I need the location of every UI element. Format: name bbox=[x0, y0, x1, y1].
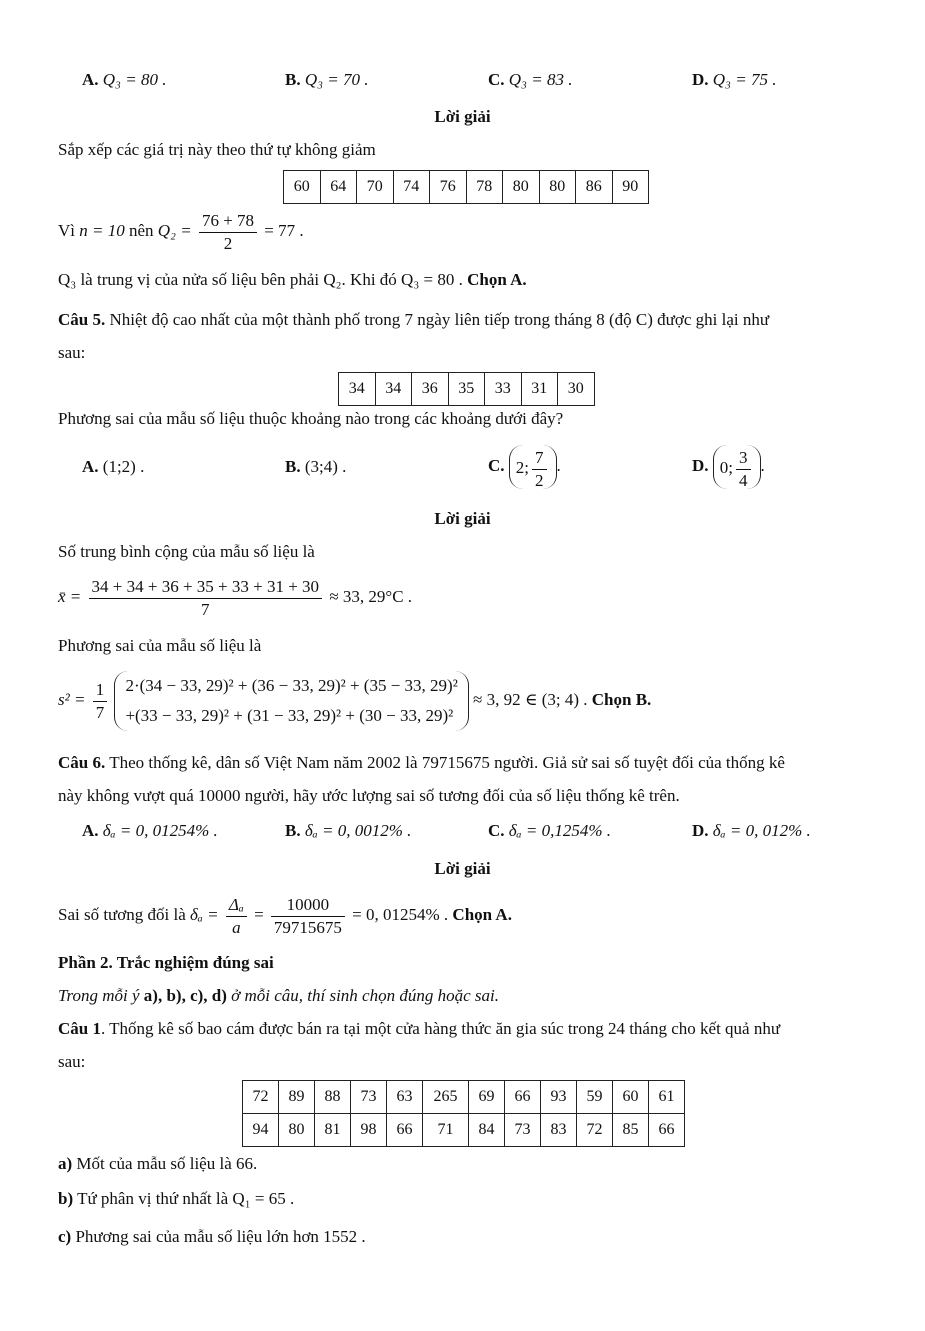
q6-option-b: B. δₐ = 0, 0012% . bbox=[285, 821, 412, 840]
q5-option-a: A. (1;2) . bbox=[82, 457, 145, 476]
c1-item-c: c) Phương sai của mẫu số liệu lớn hơn 1552 . bbox=[58, 1227, 366, 1246]
table-cell: 84 bbox=[469, 1114, 505, 1147]
table-cell: 94 bbox=[243, 1114, 279, 1147]
table-cell: 93 bbox=[541, 1081, 577, 1114]
table-cell: 70 bbox=[357, 171, 394, 204]
q5-var-formula: s² = $\frac{1}{7}$ 2·(34 − 33, 29)² + (36 − 33, 29)² + (35 − 33, 29)² +(33 − 33, 29)² + (31 − 33, 29)² + (30 − 33, 29)² ≈ 3, 92 ∈ (3; 4) . Chọn B. bbox=[58, 670, 651, 736]
q5-text-1: Câu 5. Nhiệt độ cao nhất của một thành phố trong 7 ngày liên tiếp trong tháng 8 (độ C) được ghi lại như bbox=[58, 310, 770, 329]
q4-option-c: C. Q₃ = 83 . bbox=[488, 70, 573, 89]
table-cell: 81 bbox=[315, 1114, 351, 1147]
table-cell: 63 bbox=[387, 1081, 423, 1114]
q6-option-a: A. δₐ = 0, 01254% . bbox=[82, 821, 218, 840]
c1-item-a: a) Mốt của mẫu số liệu là 66. bbox=[58, 1154, 258, 1173]
table-cell: 88 bbox=[315, 1081, 351, 1114]
q6-solution-formula: Sai số tương đối là δₐ = $\frac{\text{Δₐ}}{a}$ = $\frac{10000}{79715675}$ = 0, 01254% . Chọn A. bbox=[58, 894, 512, 937]
table-cell: 35 bbox=[448, 373, 485, 406]
q5-data-table bbox=[338, 372, 595, 406]
table-cell: 60 bbox=[613, 1081, 649, 1114]
solution-heading-q6: Lời giải bbox=[434, 859, 491, 878]
table-cell: 61 bbox=[649, 1081, 685, 1114]
q6-text-2: này không vượt quá 10000 người, hãy ước lượng sai số tương đối của số liệu thống kê trên. bbox=[58, 786, 680, 805]
table-cell: 85 bbox=[613, 1114, 649, 1147]
q4-option-b: B. Q₃ = 70 . bbox=[285, 70, 369, 89]
table-cell: 80 bbox=[503, 171, 540, 204]
c1-item-b: b) Tứ phân vị thứ nhất là Q₁ = 65 . bbox=[58, 1189, 295, 1208]
q5-text-2: sau: bbox=[58, 343, 86, 362]
table-cell: 72 bbox=[577, 1114, 613, 1147]
part2-title: Phần 2. Trắc nghiệm đúng sai bbox=[58, 953, 274, 972]
q6-text-1: Câu 6. Theo thống kê, dân số Việt Nam năm 2002 là 79715675 người. Giả sử sai số tuyệt đối của thống kê bbox=[58, 753, 785, 772]
table-cell: 76 bbox=[430, 171, 467, 204]
q4-option-d: D. Q₃ = 75 . bbox=[692, 70, 777, 89]
q4-sorted-table bbox=[283, 170, 649, 204]
table-cell: 60 bbox=[284, 171, 321, 204]
table-cell: 66 bbox=[387, 1114, 423, 1147]
table-cell: 34 bbox=[339, 373, 376, 406]
table-cell: 90 bbox=[612, 171, 649, 204]
table-cell: 78 bbox=[466, 171, 503, 204]
table-cell: 59 bbox=[577, 1081, 613, 1114]
q5-var-text: Phương sai của mẫu số liệu là bbox=[58, 636, 262, 655]
table-cell: 30 bbox=[558, 373, 595, 406]
q4-q2-formula: Vì n = 10 nên Q₂ = $\frac{76 + 78}{2}$ = 77 . bbox=[58, 210, 304, 253]
table-cell: 89 bbox=[279, 1081, 315, 1114]
table-cell: 83 bbox=[541, 1114, 577, 1147]
table-cell: 74 bbox=[393, 171, 430, 204]
q2-fraction: $\frac{76 + 78}{2}$ bbox=[199, 210, 257, 255]
q4-conclusion: Q₃ là trung vị của nửa số liệu bên phải Q₂. Khi đó Q₃ = 80 . Chọn A. bbox=[58, 270, 527, 289]
table-cell: 86 bbox=[576, 171, 613, 204]
c1-text-2: sau: bbox=[58, 1052, 86, 1071]
table-cell: 31 bbox=[521, 373, 558, 406]
c1-data-table bbox=[242, 1080, 685, 1147]
q5-option-b: B. (3;4) . bbox=[285, 457, 347, 476]
q6-option-d: D. δₐ = 0, 012% . bbox=[692, 821, 811, 840]
table-cell: 71 bbox=[423, 1114, 469, 1147]
table-cell: 73 bbox=[351, 1081, 387, 1114]
table-cell: 80 bbox=[539, 171, 576, 204]
table-cell: 66 bbox=[505, 1081, 541, 1114]
table-cell: 72 bbox=[243, 1081, 279, 1114]
table-cell: 69 bbox=[469, 1081, 505, 1114]
mean-fraction: $\frac{34 + 34 + 36 + 35 + 33 + 31 + 30}{7}$ bbox=[89, 576, 323, 621]
q4-option-a: A. Q₃ = 80 . bbox=[82, 70, 167, 89]
table-cell: 73 bbox=[505, 1114, 541, 1147]
table-cell: 33 bbox=[485, 373, 522, 406]
table-cell: 36 bbox=[412, 373, 449, 406]
solution-heading-q4: Lời giải bbox=[434, 107, 491, 126]
table-cell: 34 bbox=[375, 373, 412, 406]
table-cell: 64 bbox=[320, 171, 357, 204]
q5-option-c: C. 2; $\frac{7}{2}$ . bbox=[488, 443, 561, 489]
table-cell: 80 bbox=[279, 1114, 315, 1147]
q5-question: Phương sai của mẫu số liệu thuộc khoảng nào trong các khoảng dưới đây? bbox=[58, 409, 564, 428]
table-cell: 66 bbox=[649, 1114, 685, 1147]
q5-option-d: D. 0; $\frac{3}{4}$ . bbox=[692, 443, 765, 489]
q4-sort-text: Sắp xếp các giá trị này theo thứ tự không giảm bbox=[58, 140, 376, 159]
q5-mean-text: Số trung bình cộng của mẫu số liệu là bbox=[58, 542, 315, 561]
table-cell: 98 bbox=[351, 1114, 387, 1147]
c1-text-1: Câu 1. Thống kê số bao cám được bán ra tại một cửa hàng thức ăn gia súc trong 24 tháng cho kết quả như bbox=[58, 1019, 781, 1038]
q5-mean-formula: x̄ = $\frac{34 + 34 + 36 + 35 + 33 + 31 + 30}{7}$ ≈ 33, 29°C . bbox=[58, 576, 413, 619]
solution-heading-q5: Lời giải bbox=[434, 509, 491, 528]
table-cell: 265 bbox=[423, 1081, 469, 1114]
part2-instructions: Trong mỗi ý a), b), c), d) ở mỗi câu, thí sinh chọn đúng hoặc sai. bbox=[58, 986, 499, 1005]
q6-option-c: C. δₐ = 0,1254% . bbox=[488, 821, 612, 840]
